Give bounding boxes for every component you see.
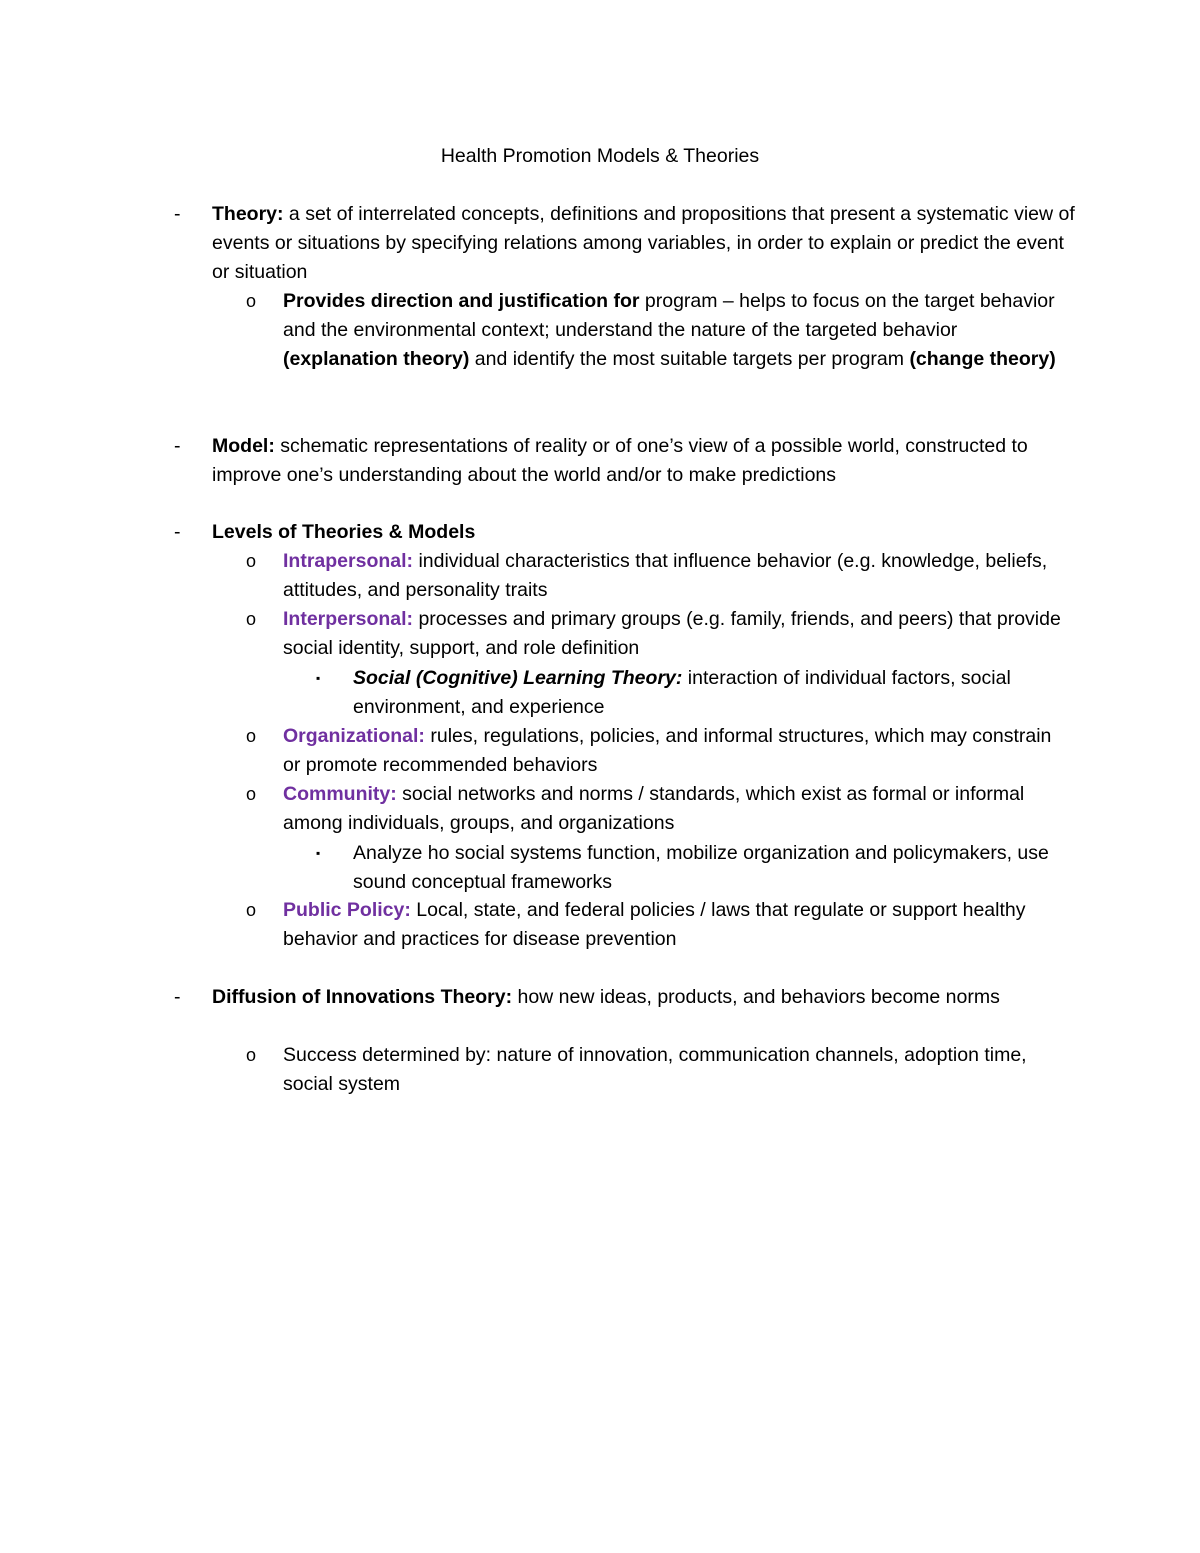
public-policy-text: Local, state, and federal policies / laws that regulate or support healthy behavior and practices for disease prevention [283,899,1026,951]
dash-bullet: - [174,986,181,1008]
theory-term: Theory: [212,203,284,225]
dash-bullet: - [174,435,181,457]
organizational-paragraph [283,722,1073,780]
community-text: social networks and norms / standards, which exist as formal or informal among individuals, groups, and organizations [283,783,1025,835]
theory-sub-text2: and identify the most suitable targets per program [469,348,910,371]
circle-bullet: o [246,291,257,311]
square-bullet: ▪ [316,846,321,860]
diffusion-term: Diffusion of Innovations Theory: [212,986,513,1008]
theory-sub-lead: Provides direction and justification for [283,290,640,312]
organizational-text: rules, regulations, policies, and informal structures, which may constrain or promote recommended behaviors [283,725,1052,777]
square-bullet: ▪ [316,671,321,685]
change-theory-label: (change theory) [909,348,1056,371]
intrapersonal-text: individual characteristics that influence behavior (e.g. knowledge, beliefs, attitudes, and personality traits [283,550,1048,602]
circle-bullet: o [246,726,257,746]
levels-heading: Levels of Theories & Models [212,521,476,543]
organizational-term: Organizational: [283,725,425,747]
dash-bullet: - [174,203,181,225]
intrapersonal-paragraph [283,547,1073,605]
interpersonal-text: processes and primary groups (e.g. family, friends, and peers) that provide social identity, support, and role definition [283,608,1061,660]
circle-bullet: o [246,900,257,920]
community-term: Community: [283,783,397,805]
diffusion-paragraph [212,983,1082,1012]
circle-bullet: o [246,784,257,804]
social-learning-text: interaction of individual factors, social environment, and experience [353,667,1011,719]
theory-sub-paragraph [283,287,1073,375]
interpersonal-term: Interpersonal: [283,608,414,630]
community-paragraph [283,780,1073,838]
theory-paragraph [212,200,1082,288]
circle-bullet: o [246,1045,257,1065]
social-learning-term: Social (Cognitive) Learning Theory: [353,667,683,689]
social-learning-paragraph [353,664,1073,722]
page-title: Health Promotion Models & Theories [440,145,760,167]
dash-bullet: - [174,521,181,543]
public-policy-term: Public Policy: [283,899,411,921]
interpersonal-paragraph [283,605,1073,663]
explanation-theory-label: (explanation theory) [283,348,470,371]
model-paragraph [212,432,1082,490]
theory-sub-text1: program – helps to focus on the target behavior and the environmental context; understand the nature of the targeted behavior [283,290,1055,342]
public-policy-paragraph [283,896,1073,954]
model-definition: schematic representations of reality or of one’s view of a possible world, constructed to improve one’s understanding about the world and/or to make predictions [212,435,1028,487]
circle-bullet: o [246,551,257,571]
model-term: Model: [212,435,275,457]
diffusion-text: how new ideas, products, and behaviors become norms [512,986,1000,1008]
community-sub-paragraph: Analyze ho social systems function, mobilize organization and policymakers, use sound conceptual frameworks [353,842,1049,894]
intrapersonal-term: Intrapersonal: [283,550,414,572]
circle-bullet: o [246,609,257,629]
diffusion-sub-paragraph: Success determined by: nature of innovation, communication channels, adoption time, social system [283,1044,1027,1096]
theory-definition: a set of interrelated concepts, definitions and propositions that present a systematic view of events or situations by specifying relations among variables, in order to explain or predict the event or situation [212,203,1075,284]
